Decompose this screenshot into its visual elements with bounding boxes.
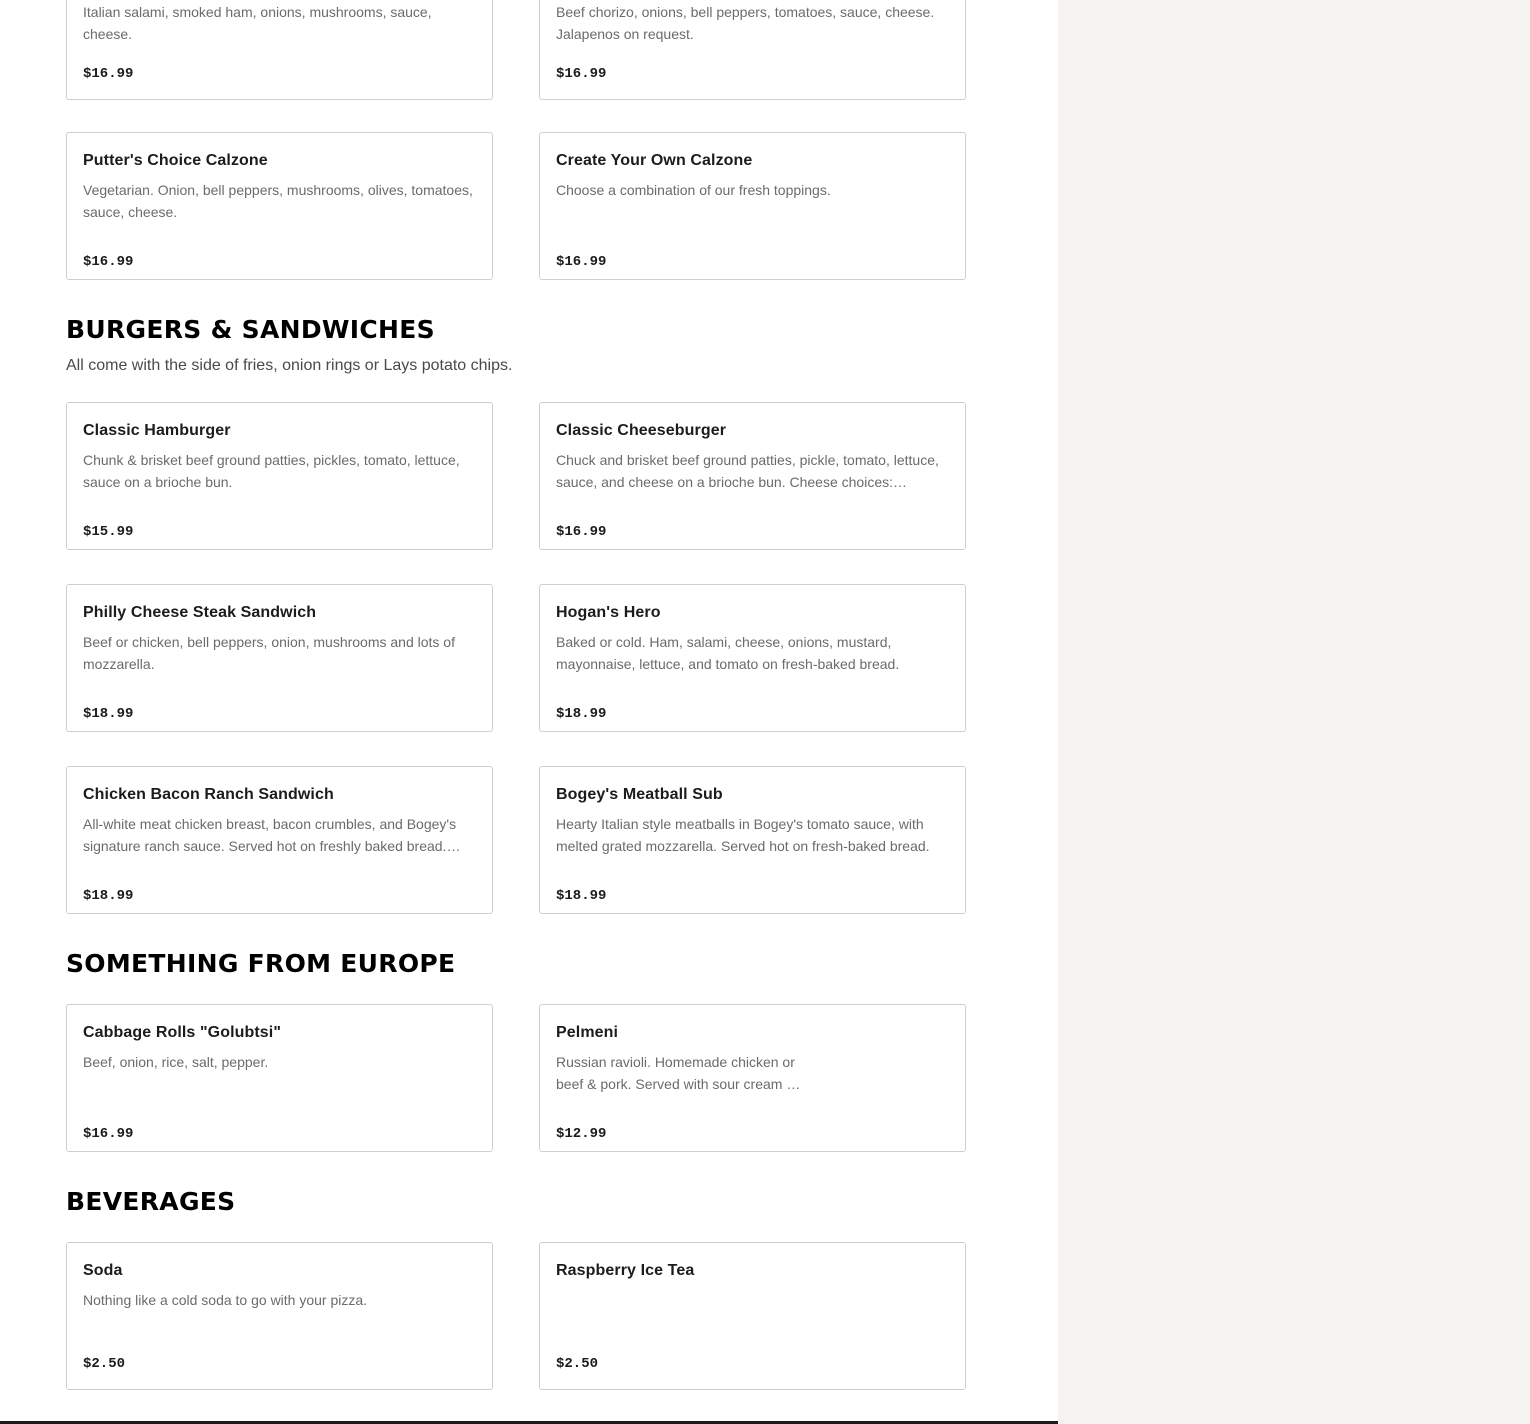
menu-item-name: Raspberry Ice Tea: [556, 1262, 695, 1279]
menu-item-name: Cabbage Rolls "Golubtsi": [83, 1024, 282, 1041]
menu-item-price: $16.99: [83, 254, 134, 270]
menu-item-description: Italian salami, smoked ham, onions, mushrooms, sauce, cheese.: [83, 4, 432, 42]
menu-item-name: Classic Cheeseburger: [556, 422, 727, 439]
menu-item-description: Chuck and brisket beef ground patties, pickle, tomato, lettuce, sauce, and cheese on a brioche bun. Cheese choices:…: [556, 452, 939, 490]
menu-item-description: Beef or chicken, bell peppers, onion, mushrooms and lots of mozzarella.: [83, 634, 455, 672]
menu-item-price: $16.99: [83, 1126, 134, 1142]
menu-item-description: Nothing like a cold soda to go with your pizza.: [83, 1292, 368, 1308]
menu-item-description: All-white meat chicken breast, bacon crumbles, and Bogey's signature ranch sauce. Served hot on freshly baked bread.…: [83, 816, 461, 854]
menu-item-description: Russian ravioli. Homemade chicken or beef & pork. Served with sour cream …: [556, 1054, 801, 1092]
menu-item-name: Chicken Bacon Ranch Sandwich: [83, 786, 334, 803]
menu-item-card[interactable]: [66, 766, 493, 914]
menu-item-description: Vegetarian. Onion, bell peppers, mushrooms, olives, tomatoes, sauce, cheese.: [83, 182, 473, 220]
menu-item-description: Choose a combination of our fresh toppings.: [556, 182, 831, 198]
menu-item-card[interactable]: [539, 0, 966, 100]
menu-item-name: Bogey's Meatball Sub: [556, 786, 723, 803]
menu-item-card[interactable]: [539, 1004, 966, 1152]
menu-item-price: $16.99: [83, 66, 134, 82]
menu-item-description: Baked or cold. Ham, salami, cheese, onions, mustard, mayonnaise, lettuce, and tomato on fresh-baked bread.: [556, 634, 900, 672]
menu-item-card[interactable]: [539, 766, 966, 914]
menu-item-price: $2.50: [556, 1356, 599, 1372]
menu-item-price: $16.99: [556, 66, 607, 82]
right-sidebar: [1058, 0, 1530, 1424]
section-subtitle-burgers: All come with the side of fries, onion rings or Lays potato chips.: [66, 357, 513, 374]
menu-item-card[interactable]: [66, 1242, 493, 1390]
menu-item-card[interactable]: [66, 402, 493, 550]
menu-item-name: Hogan's Hero: [556, 604, 661, 621]
menu-item-name: Pelmeni: [556, 1024, 619, 1041]
menu-item-price: $18.99: [556, 706, 607, 722]
menu-item-price: $18.99: [83, 888, 134, 904]
menu-item-description: Hearty Italian style meatballs in Bogey's tomato sauce, with melted grated mozzarella. Served hot on fresh-baked bread.: [556, 816, 930, 854]
menu-item-card[interactable]: [66, 1004, 493, 1152]
menu-item-card[interactable]: [66, 584, 493, 732]
menu-item-price: $18.99: [83, 706, 134, 722]
menu-item-price: $16.99: [556, 254, 607, 270]
menu-item-card[interactable]: [539, 584, 966, 732]
menu-item-price: $18.99: [556, 888, 607, 904]
menu-item-card[interactable]: [539, 402, 966, 550]
menu-item-card[interactable]: [66, 132, 493, 280]
section-title-burgers: BURGERS & SANDWICHES: [66, 315, 435, 344]
menu-item-name: Putter's Choice Calzone: [83, 152, 268, 169]
menu-item-description: Beef, onion, rice, salt, pepper.: [83, 1054, 269, 1070]
menu-item-name: Soda: [83, 1262, 123, 1279]
menu-item-description: Chunk & brisket beef ground patties, pickles, tomato, lettuce, sauce on a brioche bun.: [83, 452, 460, 490]
menu-item-price: $2.50: [83, 1356, 126, 1372]
menu-item-card[interactable]: [539, 1242, 966, 1390]
menu-item-card[interactable]: [539, 132, 966, 280]
menu-item-description: Beef chorizo, onions, bell peppers, tomatoes, sauce, cheese. Jalapenos on request.: [556, 4, 935, 42]
menu-item-price: $15.99: [83, 524, 134, 540]
section-title-beverages: BEVERAGES: [66, 1187, 236, 1216]
menu-item-price: $16.99: [556, 524, 607, 540]
menu-item-card[interactable]: [66, 0, 493, 100]
section-title-europe: SOMETHING FROM EUROPE: [66, 949, 456, 978]
menu-item-name: Classic Hamburger: [83, 422, 231, 439]
menu-item-name: Create Your Own Calzone: [556, 152, 753, 169]
menu-item-name: Philly Cheese Steak Sandwich: [83, 604, 317, 621]
menu-item-price: $12.99: [556, 1126, 607, 1142]
